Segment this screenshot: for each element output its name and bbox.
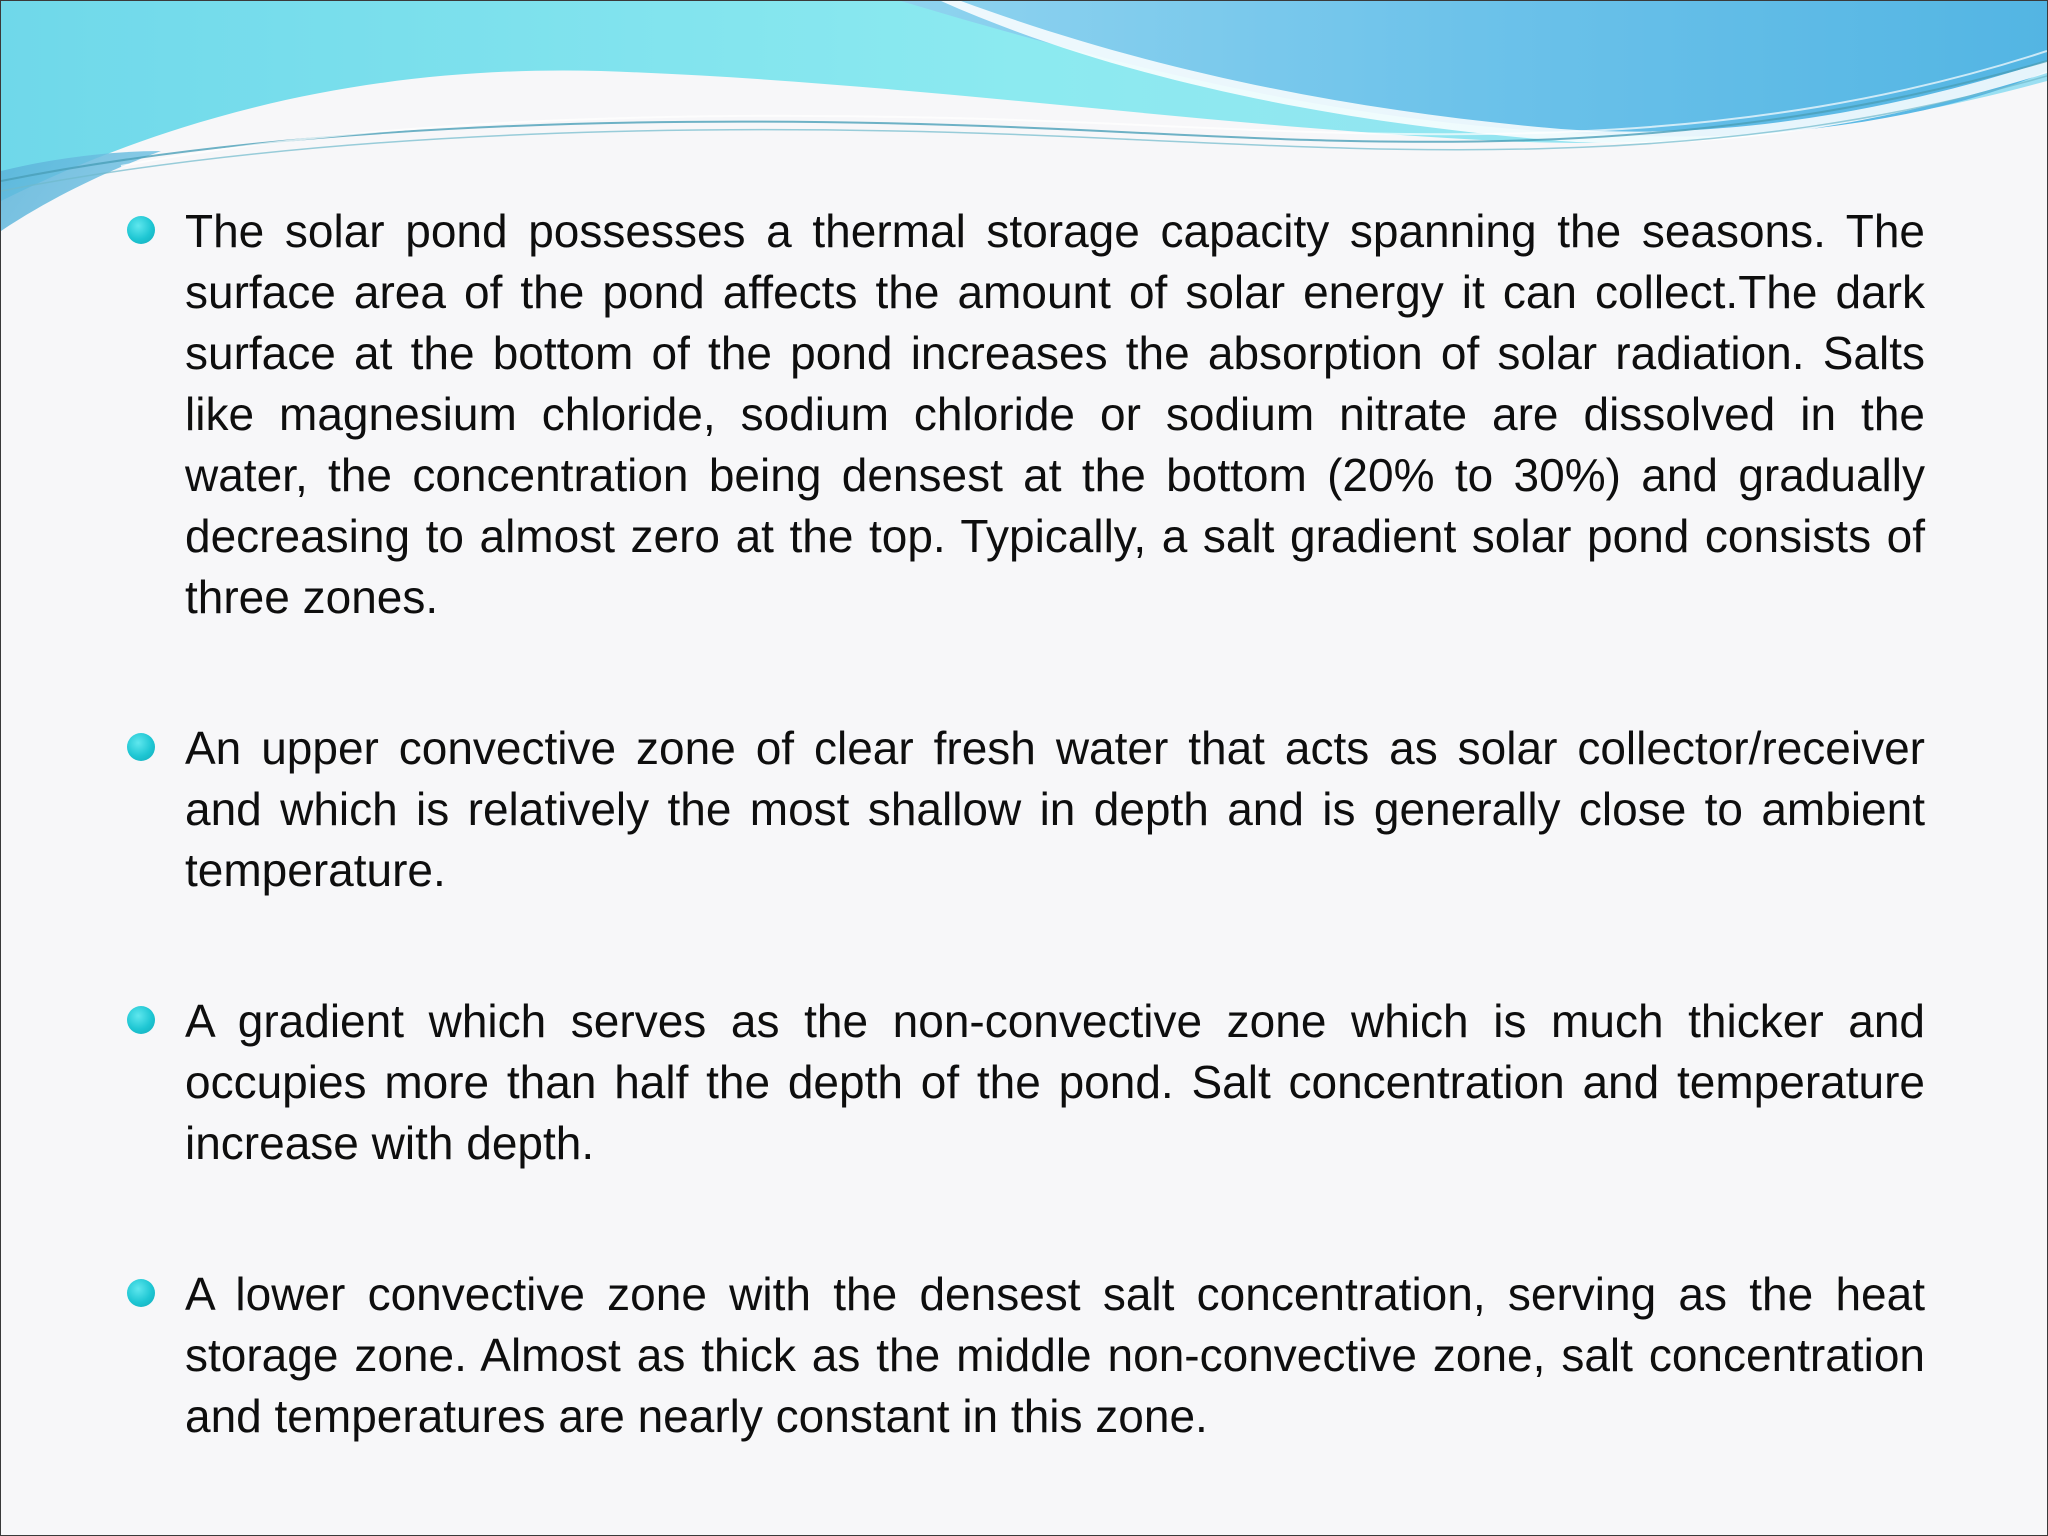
bullet-text: The solar pond possesses a thermal storage capacity spanning the seasons. The surface area of the pond affects the amount of solar energy it can collect.The dark surface at the bottom of the pond increases the absorption of solar radiation. Salts like magnesium chloride, sodium chloride or sodium nitrate are dissolved in the water, the concentration being densest at the bottom (20% to 30%) and gradually decreasing to almost zero at the top. Typically, a salt gradient solar pond consists of three zones. — [185, 205, 1925, 623]
bullet-item — [125, 718, 1925, 901]
bullet-dot-icon — [127, 216, 155, 244]
bullet-item — [125, 991, 1925, 1174]
bullet-dot-icon — [127, 1279, 155, 1307]
bullet-item — [125, 201, 1925, 628]
bullet-item — [125, 1264, 1925, 1447]
bullet-text: A gradient which serves as the non-convective zone which is much thicker and occupies more than half the depth of the pond. Salt concentration and temperature increase with depth. — [185, 995, 1925, 1169]
bullet-text: A lower convective zone with the densest salt concentration, serving as the heat storage zone. Almost as thick as the middle non-convective zone, salt concentration and temperatures are nearly constant in this zone. — [185, 1268, 1925, 1442]
bullet-text: An upper convective zone of clear fresh water that acts as solar collector/receiver and which is relatively the most shallow in depth and is generally close to ambient temperature. — [185, 722, 1925, 896]
bullet-dot-icon — [127, 1006, 155, 1034]
bullet-list — [125, 201, 1925, 1447]
bullet-dot-icon — [127, 733, 155, 761]
